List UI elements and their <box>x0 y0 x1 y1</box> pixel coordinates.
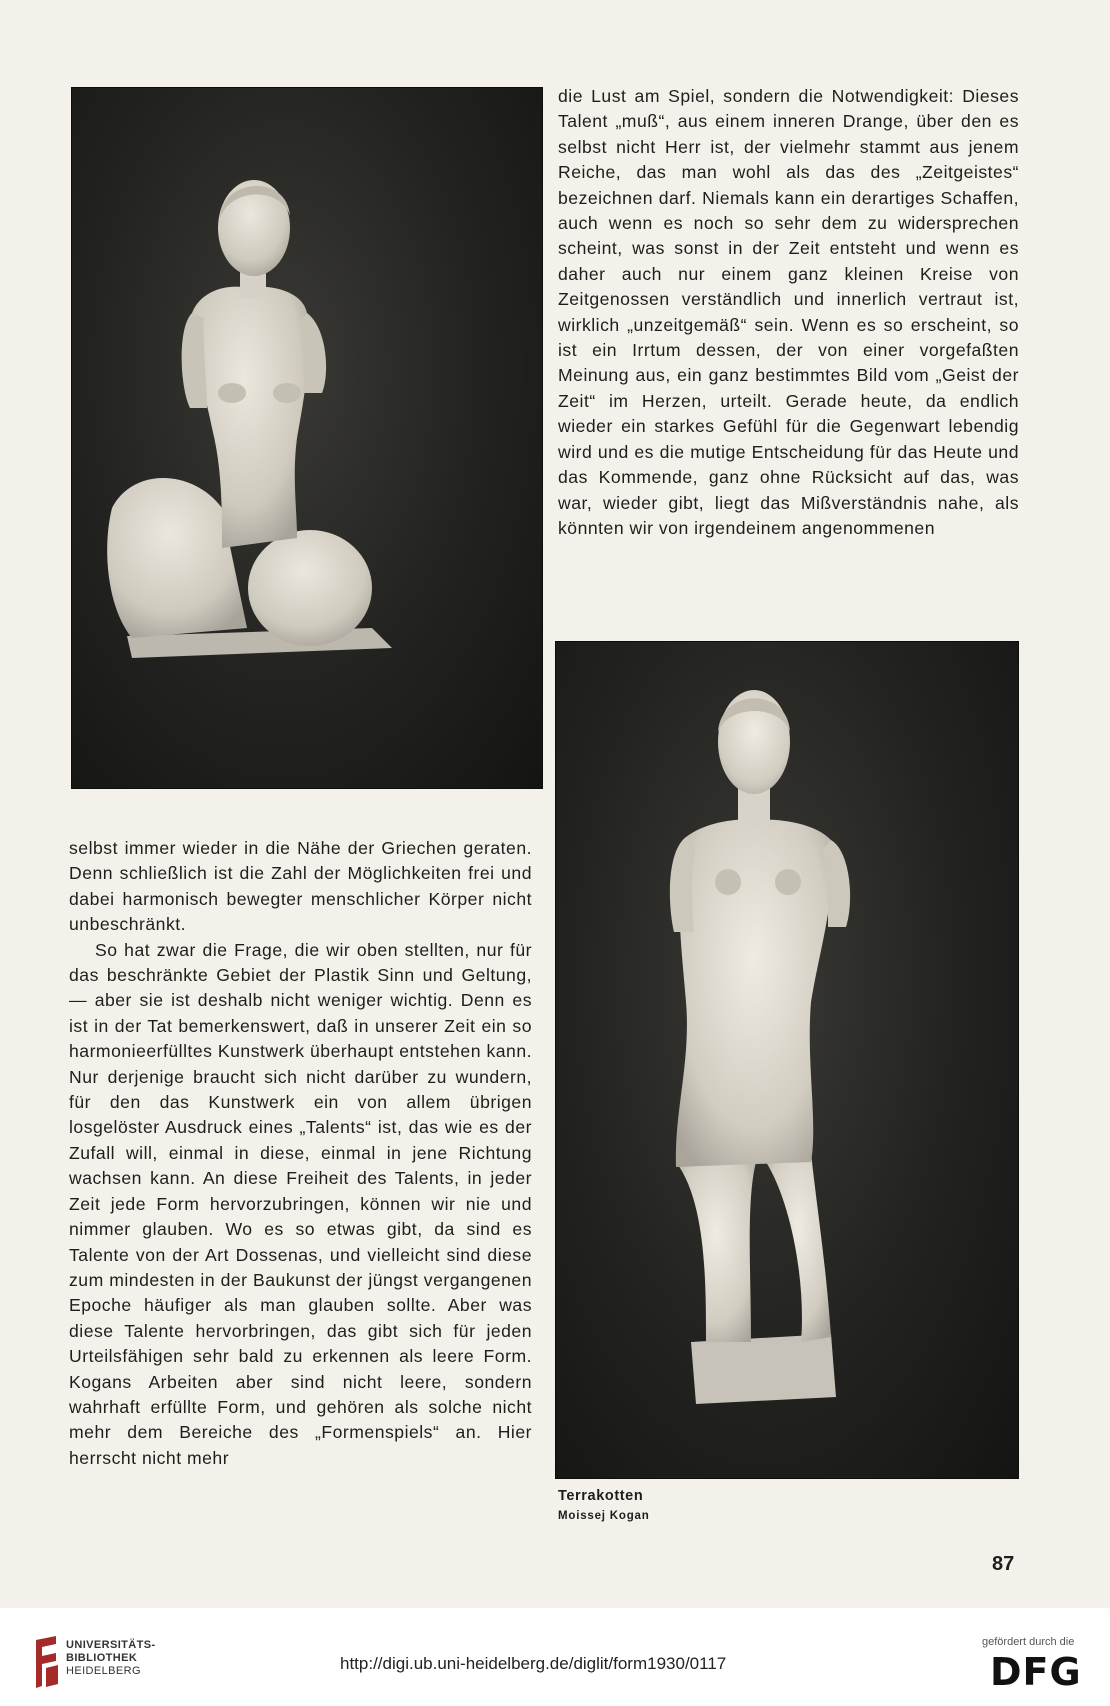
source-url-link[interactable]: http://digi.ub.uni-heidelberg.de/diglit/form1930/0117 <box>340 1654 727 1673</box>
paragraph: So hat zwar die Frage, die wir oben stellten, nur für das beschränkte Gebiet der Plastik Sinn und Geltung, — aber sie ist deshalb nicht weniger wichtig. Denn es ist in der Tat bemerkenswert, daß in unserer Zeit ein so harmonieerfülltes Kunstwerk überhaupt entstehen kann. Nur derjenige braucht sich nicht darüber zu wundern, für den das Kunstwerk ein von allem übrigen losgelöster Ausdruck eines „Talents“ ist, das wie es der Zufall will, einmal in diese, einmal in jene Richtung wachsen kann. An diese Freiheit des Talents, in jeder Zeit jede Form hervorzubringen, können wir nie und nimmer glauben. Wo es so etwas gibt, da sind es Talente von der Art Dossenas, und vielleicht sind diese zum mindesten in der Baukunst der jüngst vergangenen Epoche häufiger als man glauben sollte. Aber was diese Talente hervorbringen, das gibt sich für jeden Urteilsfähigen sehr bald zu erkennen als leere Form. Kogans Arbeiten aber sind nicht leere, sondern wahrhaft erfüllte Form, und gehören als solche nicht mehr dem Bereiche des „Formenspiels“ an. Hier herrscht nicht mehr <box>69 939 532 1468</box>
library-name-line: HEIDELBERG <box>66 1665 141 1677</box>
sculpture-photo-kneeling-figure <box>71 87 543 789</box>
library-name-line: BIBLIOTHEK <box>66 1652 138 1664</box>
library-logo-icon <box>32 1634 62 1690</box>
library-name-line: UNIVERSITÄTS- <box>66 1639 156 1651</box>
caption-title: Terrakotten <box>558 1488 644 1504</box>
paragraph: selbst immer wieder in die Nähe der Griechen geraten. Denn schließlich ist die Zahl der Möglichkeiten frei und dabei harmonisch bewegter menschlicher Körper nicht unbeschränkt. <box>69 838 532 935</box>
dfg-logo: DFG <box>990 1650 1082 1694</box>
article-text-left-column <box>69 836 532 1471</box>
library-name <box>66 1639 156 1678</box>
sculpture-photo-standing-figure <box>555 641 1019 1479</box>
kneeling-figure-illustration <box>72 88 542 788</box>
paragraph: die Lust am Spiel, sondern die Notwendigkeit: Dieses Talent „muß“, aus einem inneren Drange, über den es selbst nicht Herr ist, der vielmehr stammt aus jenem Reiche, das man wohl als das des „Zeitgeistes“ bezeichnen darf. Niemals kann ein derartiges Schaffen, auch wenn es noch so sehr dem zu widersprechen scheint, was sonst in der Zeit entsteht und wenn es daher auch nur einem ganz kleinen Kreise von Zeitgenossen verständlich und innerlich vertraut ist, wirklich „unzeitgemäß“ sein. Wenn es so erscheint, so ist ein Irrtum dessen, der von einer vorgefaßten Meinung aus, ein ganz bestimmtes Bild vom „Geist der Zeit“ im Herzen, urteilt. Gerade heute, da endlich wieder ein starkes Gefühl für die Gegenwart lebendig wird und es die mutige Entscheidung für das Heute und das Kommende, ganz ohne Rücksicht auf das, was war, wieder gibt, liegt das Mißverständnis nahe, als könnten wir von irgendeinem angenommenen <box>558 86 1019 538</box>
page-number: 87 <box>992 1553 1015 1575</box>
digitization-footer <box>0 1608 1110 1706</box>
funding-note: gefördert durch die <box>982 1636 1075 1648</box>
standing-figure-illustration <box>556 642 1018 1478</box>
caption-author: Moissej Kogan <box>558 1510 650 1522</box>
article-text-right-column <box>558 84 1019 541</box>
